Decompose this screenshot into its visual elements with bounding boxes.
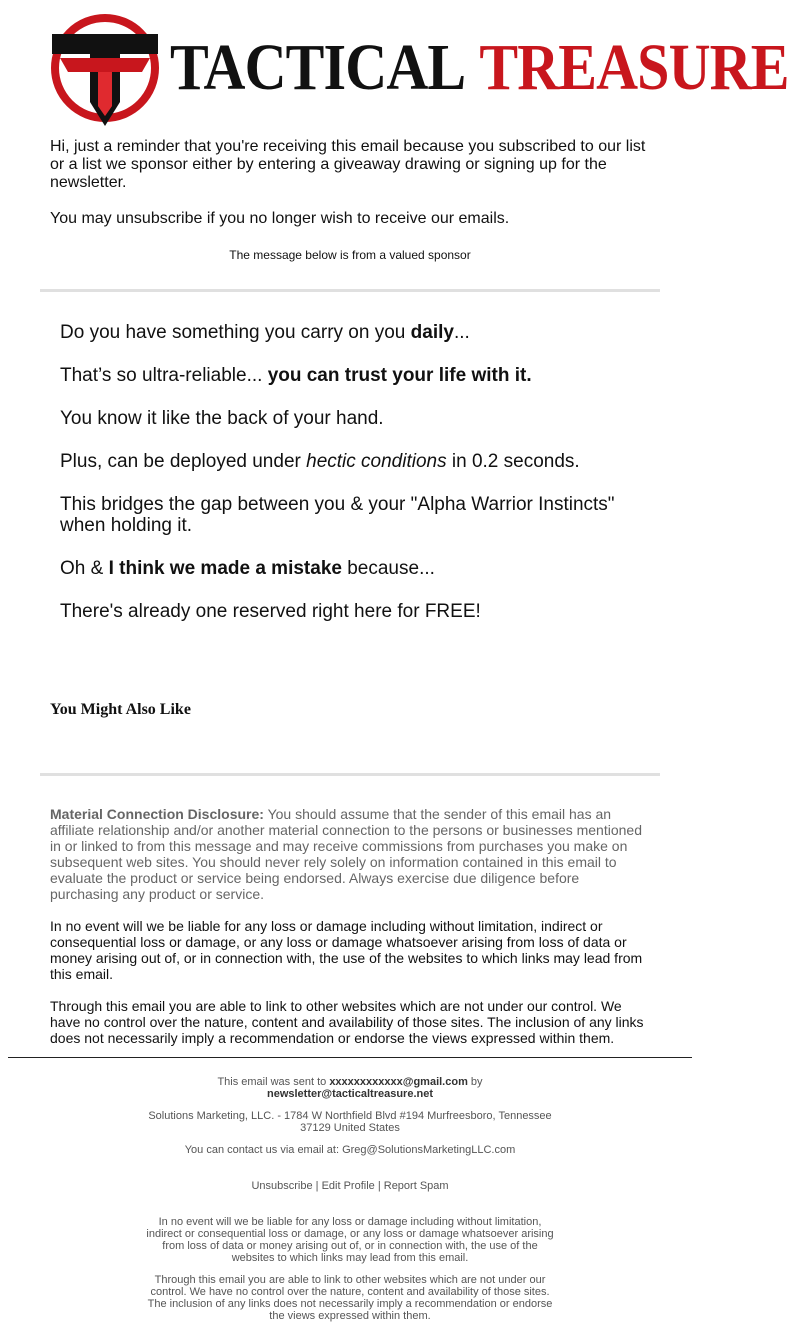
- brand-wordmark: [170, 31, 789, 104]
- divider-top: [40, 289, 660, 292]
- text-run: because...: [341, 558, 435, 579]
- message-paragraph: [60, 451, 620, 472]
- message-paragraph: This bridges the gap between you & your "Alpha Warrior Instincts" when holding it.: [60, 494, 615, 536]
- disclosure-section: [50, 806, 650, 1062]
- disclosure-text: You should assume that the sender of this email has an affiliate relationship and/or another material connection to the persons or businesses mentioned in or linked to from this message and may receive commissions from purchases you make on subsequent web sites. You should never rely solely on information contained in this email to evaluate the product or service being endorsed. Always exercise due diligence before purchasing any product or service.: [50, 806, 642, 902]
- message-paragraph: [60, 322, 620, 343]
- divider-bottom: [40, 773, 660, 776]
- liability-notice: In no event will we be liable for any loss or damage including without limitation, indirect or consequential loss or damage, or any loss or damage whatsoever arising from loss of data or money arising out of, or in connection with, the use of the websites to which links may lead from this email.: [50, 918, 643, 982]
- footer-links-notice: Through this email you are able to link to other websites which are not under our control. We have no control over the nature, content and availability of those sites. The inclusion of any links does not necessarily imply a recommendation or endorse the views expressed within them.: [147, 1274, 553, 1322]
- message-paragraph: [60, 365, 620, 386]
- intro-section: [50, 138, 650, 246]
- material-connection-disclosure: [50, 806, 650, 902]
- separator: |: [374, 1180, 384, 1192]
- company-address: Solutions Marketing, LLC. - 1784 W Northfield Blvd #194 Murfreesboro, Tennessee 37129 United States: [148, 1110, 552, 1134]
- sponsor-note: The message below is from a valued sponsor: [229, 248, 471, 262]
- sender-email: newsletter@tacticaltreasure.net: [266, 1088, 433, 1100]
- brand-word-tactical: TACTICAL: [170, 31, 466, 104]
- external-links-notice: Through this email you are able to link to other websites which are not under our control. We have no control over the nature, content and availability of those sites. The inclusion of any links does not necessarily imply a recommendation or endorse the views expressed within them.: [50, 998, 644, 1046]
- text-run: Do you have something you carry on you: [60, 322, 411, 343]
- recipient-email: xxxxxxxxxxxx@gmail.com: [329, 1076, 468, 1088]
- text-run: That’s so ultra-reliable...: [60, 365, 268, 386]
- edit-profile-link[interactable]: Edit Profile: [321, 1180, 375, 1192]
- email-footer: [140, 1076, 560, 1332]
- footer-liability-notice: In no event will we be liable for any loss or damage including without limitation, indirect or consequential loss or damage, or any loss or damage whatsoever arising from loss of data or money arising out of, or in connection with, the use of the websites to which links may lead from this email.: [146, 1216, 554, 1264]
- text-run: ...: [453, 322, 470, 343]
- bold-text: daily: [410, 322, 454, 343]
- bold-text: you can trust your life with it.: [267, 365, 532, 386]
- text-run: This email was sent to: [217, 1076, 330, 1088]
- message-paragraph-cta[interactable]: There's already one reserved right here for FREE!: [60, 601, 481, 622]
- sponsor-message: [60, 322, 620, 644]
- footer-divider: [8, 1057, 692, 1058]
- brand-logo[interactable]: [50, 10, 789, 130]
- disclosure-label: Material Connection Disclosure:: [50, 806, 264, 822]
- text-run: by: [467, 1076, 483, 1088]
- report-spam-link[interactable]: Report Spam: [383, 1180, 449, 1192]
- text-run: Oh &: [60, 558, 109, 579]
- text-run: Plus, can be deployed under: [60, 451, 307, 472]
- tactical-t-shield-icon: [50, 10, 160, 130]
- sent-to-line: [140, 1076, 560, 1100]
- brand-word-treasure: TREASURE: [479, 31, 789, 104]
- footer-links: [140, 1180, 560, 1192]
- message-paragraph: [60, 558, 620, 579]
- you-might-also-like-heading: You Might Also Like: [50, 701, 191, 718]
- separator: |: [312, 1180, 322, 1192]
- italic-text: hectic conditions: [306, 451, 447, 472]
- intro-reminder: Hi, just a reminder that you're receiving this email because you subscribed to our list or a list we sponsor either by entering a giveaway drawing or signing up for the newsletter.: [50, 138, 646, 191]
- unsubscribe-link[interactable]: Unsubscribe: [251, 1180, 313, 1192]
- bold-text: I think we made a mistake: [108, 558, 342, 579]
- message-paragraph: You know it like the back of your hand.: [60, 408, 384, 429]
- contact-line: You can contact us via email at: Greg@SolutionsMarketingLLC.com: [184, 1144, 516, 1156]
- text-run: in 0.2 seconds.: [446, 451, 580, 472]
- intro-unsubscribe-note: You may unsubscribe if you no longer wish to receive our emails.: [50, 210, 510, 227]
